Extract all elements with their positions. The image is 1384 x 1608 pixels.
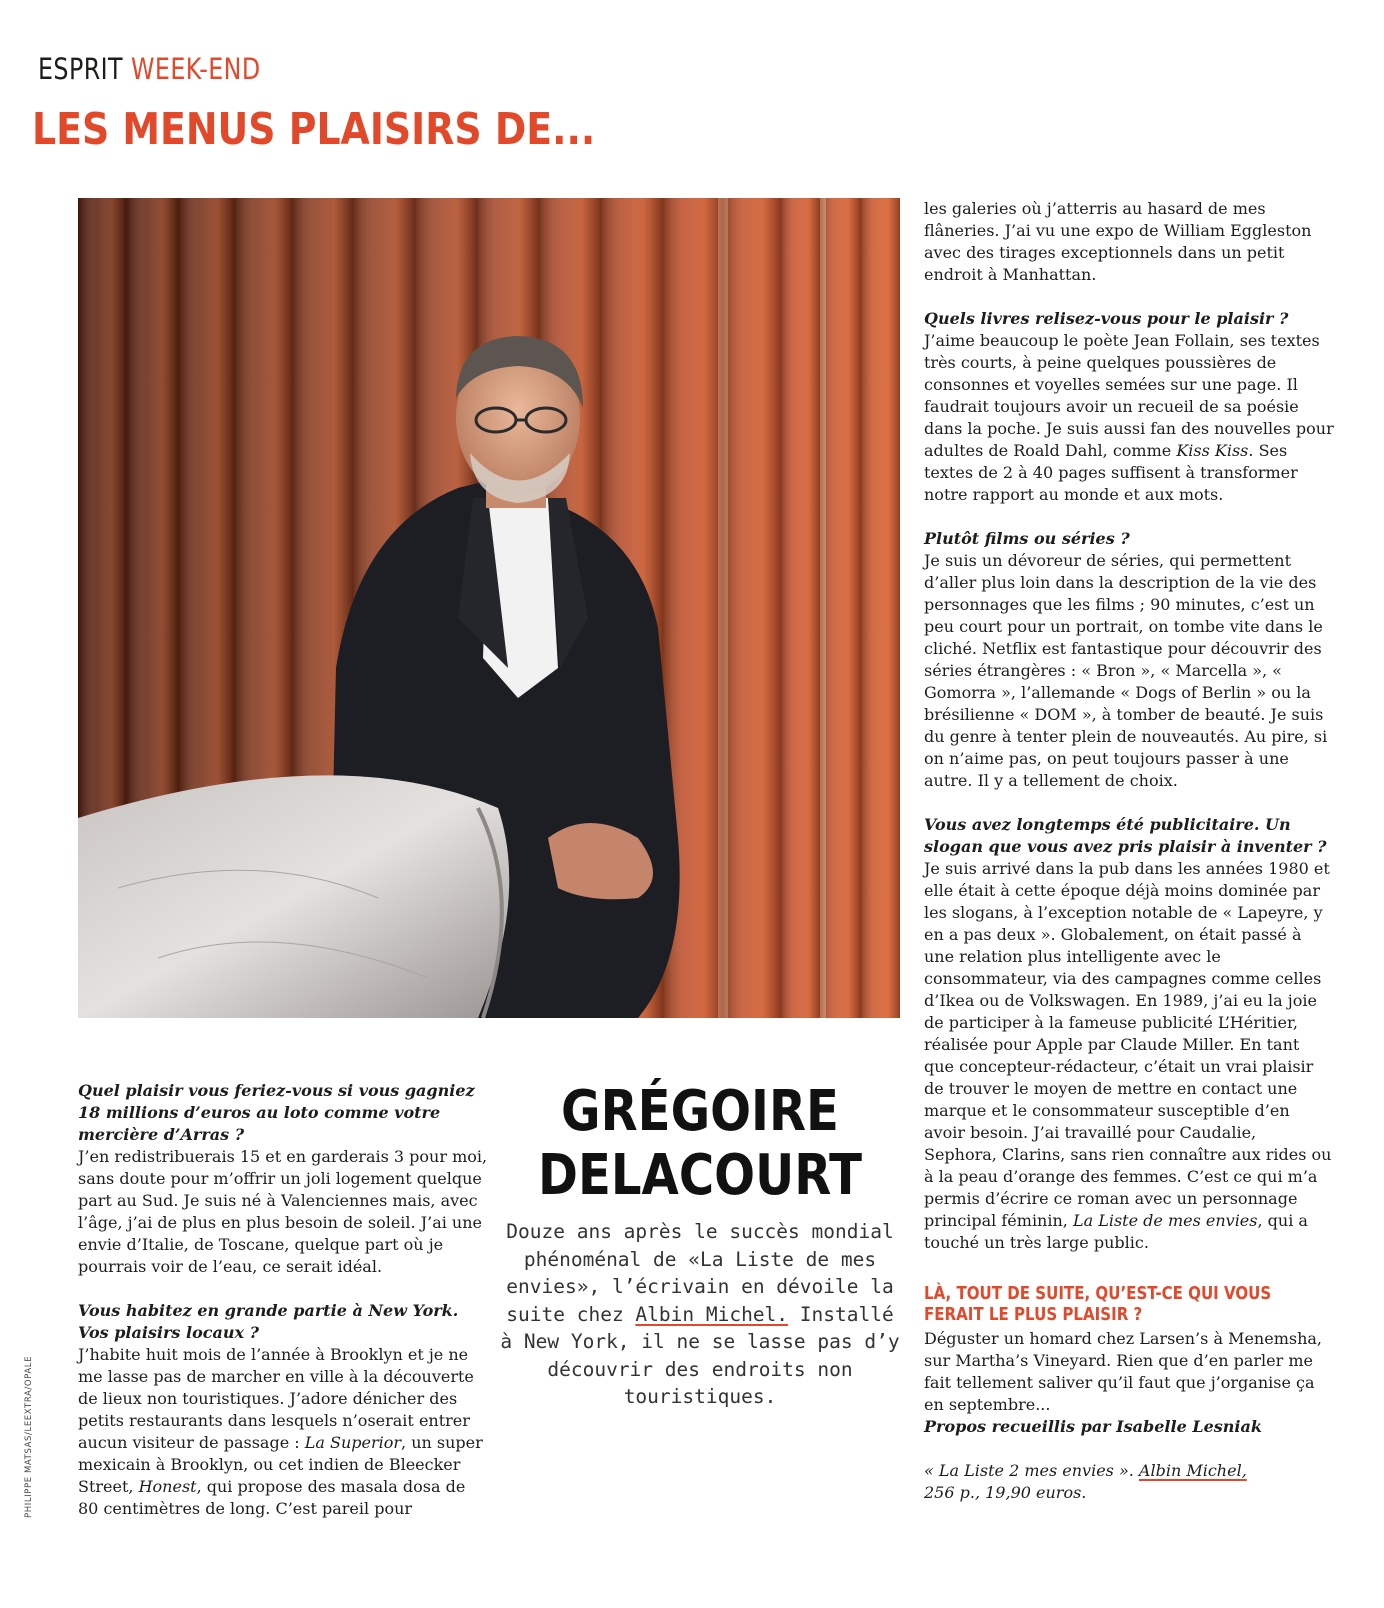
answer-new-york: J’habite huit mois de l’année à Brooklyn et je ne me lasse pas de marcher en ville à la découverte de lieux non touristiques. J’adore dénicher des petits restaurants dans lesquels n’oserait entrer aucun visiteur de passage : La Superior, un super mexicain à Brooklyn, ou cet indien de Bleecker Street, Honest, qui propose des masala dosa de 80 centimètres de long. C’est pareil pour: [78, 1345, 483, 1518]
question-films-series: Plutôt films ou séries ?: [924, 529, 1130, 548]
author-first-name: GRÉGOIRE: [561, 1079, 839, 1144]
author-last-name: DELACOURT: [537, 1143, 863, 1208]
left-column: [78, 1080, 488, 1520]
right-column: [924, 198, 1334, 1504]
book-details: 256 p., 19,90 euros.: [924, 1483, 1087, 1502]
interview-signature: Propos recueillis par Isabelle Lesniak: [924, 1417, 1262, 1436]
book-reference: « La Liste 2 mes envies ». Albin Michel,: [924, 1461, 1247, 1480]
question-new-york: Vous habitez en grande partie à New York. Vos plaisirs locaux ?: [78, 1301, 459, 1342]
intro-lead: Douze ans après le succès mondial phénoménal de «La Liste de mes envies», l’écrivain en dévoile la suite chez Albin Michel. Installé à New York, il ne se lasse pas d’y découvrir des endroits non touristiques.: [500, 1220, 900, 1408]
answer-films-series: Je suis un dévoreur de séries, qui permettent d’aller plus loin dans la description de la vie des personnages que les films ; 90 minutes, c’est un peu court pour un portrait, on tombe vite dans le cliché. Netflix est fantastique pour découvrir des séries étrangères : « Bron », « Marcella », « Gomorra », l’allemande « Dogs of Berlin » ou la brésilienne « DOM », à tomber de beauté. Je suis du genre à tenter plein de nouveautés. Au pire, si on n’aime pas, on peut toujours passer à une autre. Il y a tellement de choix.: [924, 551, 1328, 790]
author-name: [537, 1080, 864, 1208]
rubric-esprit: ESPRIT: [38, 52, 123, 86]
publisher-link[interactable]: Albin Michel.: [635, 1302, 789, 1326]
question-right-now: LÀ, TOUT DE SUITE, QU’EST-CE QUI VOUS FERAIT LE PLUS PLAISIR ?: [924, 1284, 1272, 1325]
answer-slogan: Je suis arrivé dans la pub dans les années 1980 et elle était à cette époque déjà moins dominée par les slogans, à l’exception notable de « Lapeyre, y en a pas deux ». Globalement, on était passé à une relation plus intelligente avec le consommateur, via des campagnes comme celles d’Ikea ou de Volkswagen. En 1989, j’ai eu la joie de participer à la fameuse publicité L’Héritier, réalisée pour Apple par Claude Miller. En tant que concepteur-rédacteur, c’était un vrai plaisir de trouver le moyen de mettre en contact une marque et le consommateur susceptible d’en avoir besoin. J’ai travaillé pour Caudalie, Sephora, Clarins, sans rien connaître aux rides ou à la peau d’orange des femmes. C’est ce qui m’a permis d’écrire ce roman avec un personnage principal féminin, La Liste de mes envies, qui a touché un très large public.: [924, 859, 1332, 1252]
answer-books: J’aime beaucoup le poète Jean Follain, ses textes très courts, à peine quelques poussières de consonnes et voyelles semées sur une page. Il faudrait toujours avoir un recueil de sa poésie dans la poche. Je suis aussi fan des nouvelles pour adultes de Roald Dahl, comme Kiss Kiss. Ses textes de 2 à 40 pages suffisent à transformer notre rapport au monde et aux mots.: [924, 331, 1334, 504]
page-title: LES MENUS PLAISIRS DE...: [32, 104, 596, 155]
question-books: Quels livres relisez-vous pour le plaisir ?: [924, 309, 1289, 328]
answer-new-york-continued: les galeries où j’atterris au hasard de mes flâneries. J’ai vu une expo de William Eggleston avec des tirages exceptionnels dans un petit endroit à Manhattan.: [924, 199, 1312, 284]
photo-credit: PHILIPPE MATSAS/LEEXTRA/OPALE: [24, 1355, 34, 1518]
question-slogan: Vous avez longtemps été publicitaire. Un slogan que vous avez pris plaisir à inventer ?: [924, 815, 1327, 856]
question-lottery: Quel plaisir vous feriez-vous si vous gagniez 18 millions d’euros au loto comme votre mercière d’Arras ?: [78, 1081, 475, 1144]
book-publisher-link[interactable]: Albin Michel,: [1138, 1461, 1247, 1480]
portrait-photo: [78, 198, 900, 1018]
rubric-week-end: WEEK-END: [130, 52, 261, 86]
answer-right-now: Déguster un homard chez Larsen’s à Menemsha, sur Martha’s Vineyard. Rien que d’en parler me fait tellement saliver qu’il faut que j’organise ça en septembre...: [924, 1329, 1322, 1414]
section-rubric: [38, 52, 261, 86]
answer-lottery: J’en redistribuerais 15 et en garderais 3 pour moi, sans doute pour m’offrir un joli logement quelque part au Sud. Je suis né à Valenciennes mais, avec l’âge, j’ai de plus en plus besoin de soleil. J’ai une envie d’Italie, de Toscane, quelque part où je pourrais voir de l’eau, ce serait idéal.: [78, 1147, 488, 1276]
